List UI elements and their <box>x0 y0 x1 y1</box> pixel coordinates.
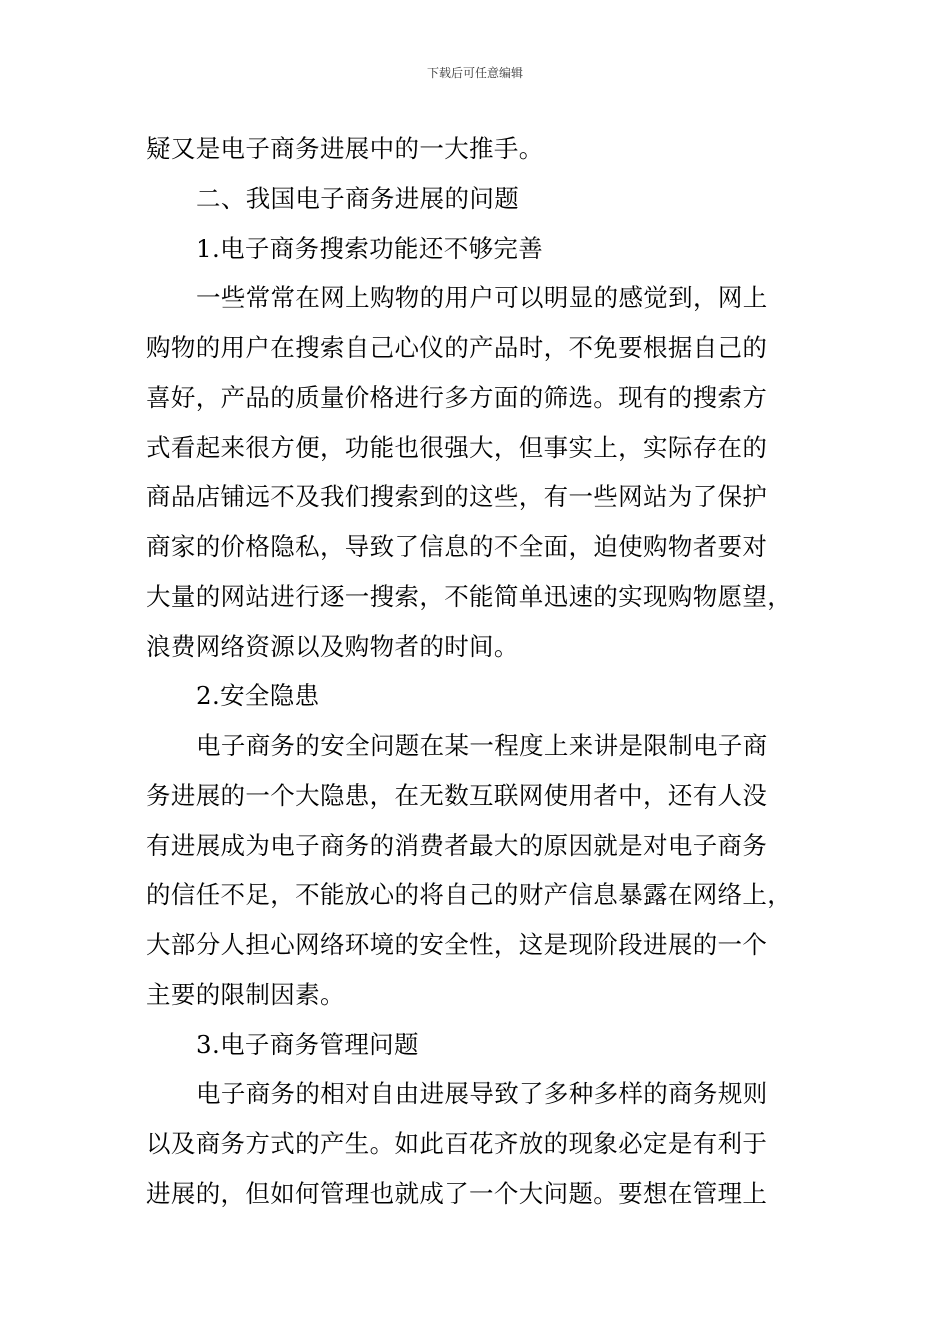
text-line: 进展的，但如何管理也就成了一个大问题。要想在管理上 <box>146 1178 768 1208</box>
text-line: 以及商务方式的产生。如此百花齐放的现象必定是有利于 <box>146 1129 768 1158</box>
text-line: 商家的价格隐私，导致了信息的不全面，迫使购物者要对 <box>146 532 768 561</box>
text-line: 商品店铺远不及我们搜索到的这些，有一些网站为了保护 <box>146 482 768 512</box>
text-line: 大量的网站进行逐一搜索，不能简单迅速的实现购物愿望， <box>146 581 793 611</box>
text-line: 电子商务的相对自由进展导致了多种多样的商务规则 <box>196 1079 768 1109</box>
document-body <box>146 124 806 1219</box>
text-line: 有进展成为电子商务的消费者最大的原因就是对电子商务 <box>146 830 768 860</box>
text-line: 二、我国电子商务进展的问题 <box>196 183 520 213</box>
text-line: 疑又是电子商务进展中的一大推手。 <box>146 134 544 163</box>
text-line: 大部分人担心网络环境的安全性，这是现阶段进展的一个 <box>146 930 768 959</box>
text-line: 喜好，产品的质量价格进行多方面的筛选。现有的搜索方 <box>146 382 768 412</box>
text-line: 主要的限制因素。 <box>146 979 345 1009</box>
text-line: 购物的用户在搜索自己心仪的产品时，不免要根据自己的 <box>146 333 768 362</box>
text-line: 1.电子商务搜索功能还不够完善 <box>196 233 544 263</box>
text-line: 式看起来很方便，功能也很强大，但事实上，实际存在的 <box>146 432 768 462</box>
text-line: 电子商务的安全问题在某一程度上来讲是限制电子商 <box>196 731 768 760</box>
text-line: 一些常常在网上购物的用户可以明显的感觉到，网上 <box>196 283 768 313</box>
page-header-note: 下载后可任意编辑 <box>426 66 523 80</box>
text-line: 的信任不足，不能放心的将自己的财产信息暴露在网络上， <box>146 880 793 910</box>
text-line: 2.安全隐患 <box>196 681 320 711</box>
text-line: 3.电子商务管理问题 <box>196 1029 419 1059</box>
text-line: 务进展的一个大隐患，在无数互联网使用者中，还有人没 <box>146 780 768 810</box>
text-line: 浪费网络资源以及购物者的时间。 <box>146 631 519 661</box>
